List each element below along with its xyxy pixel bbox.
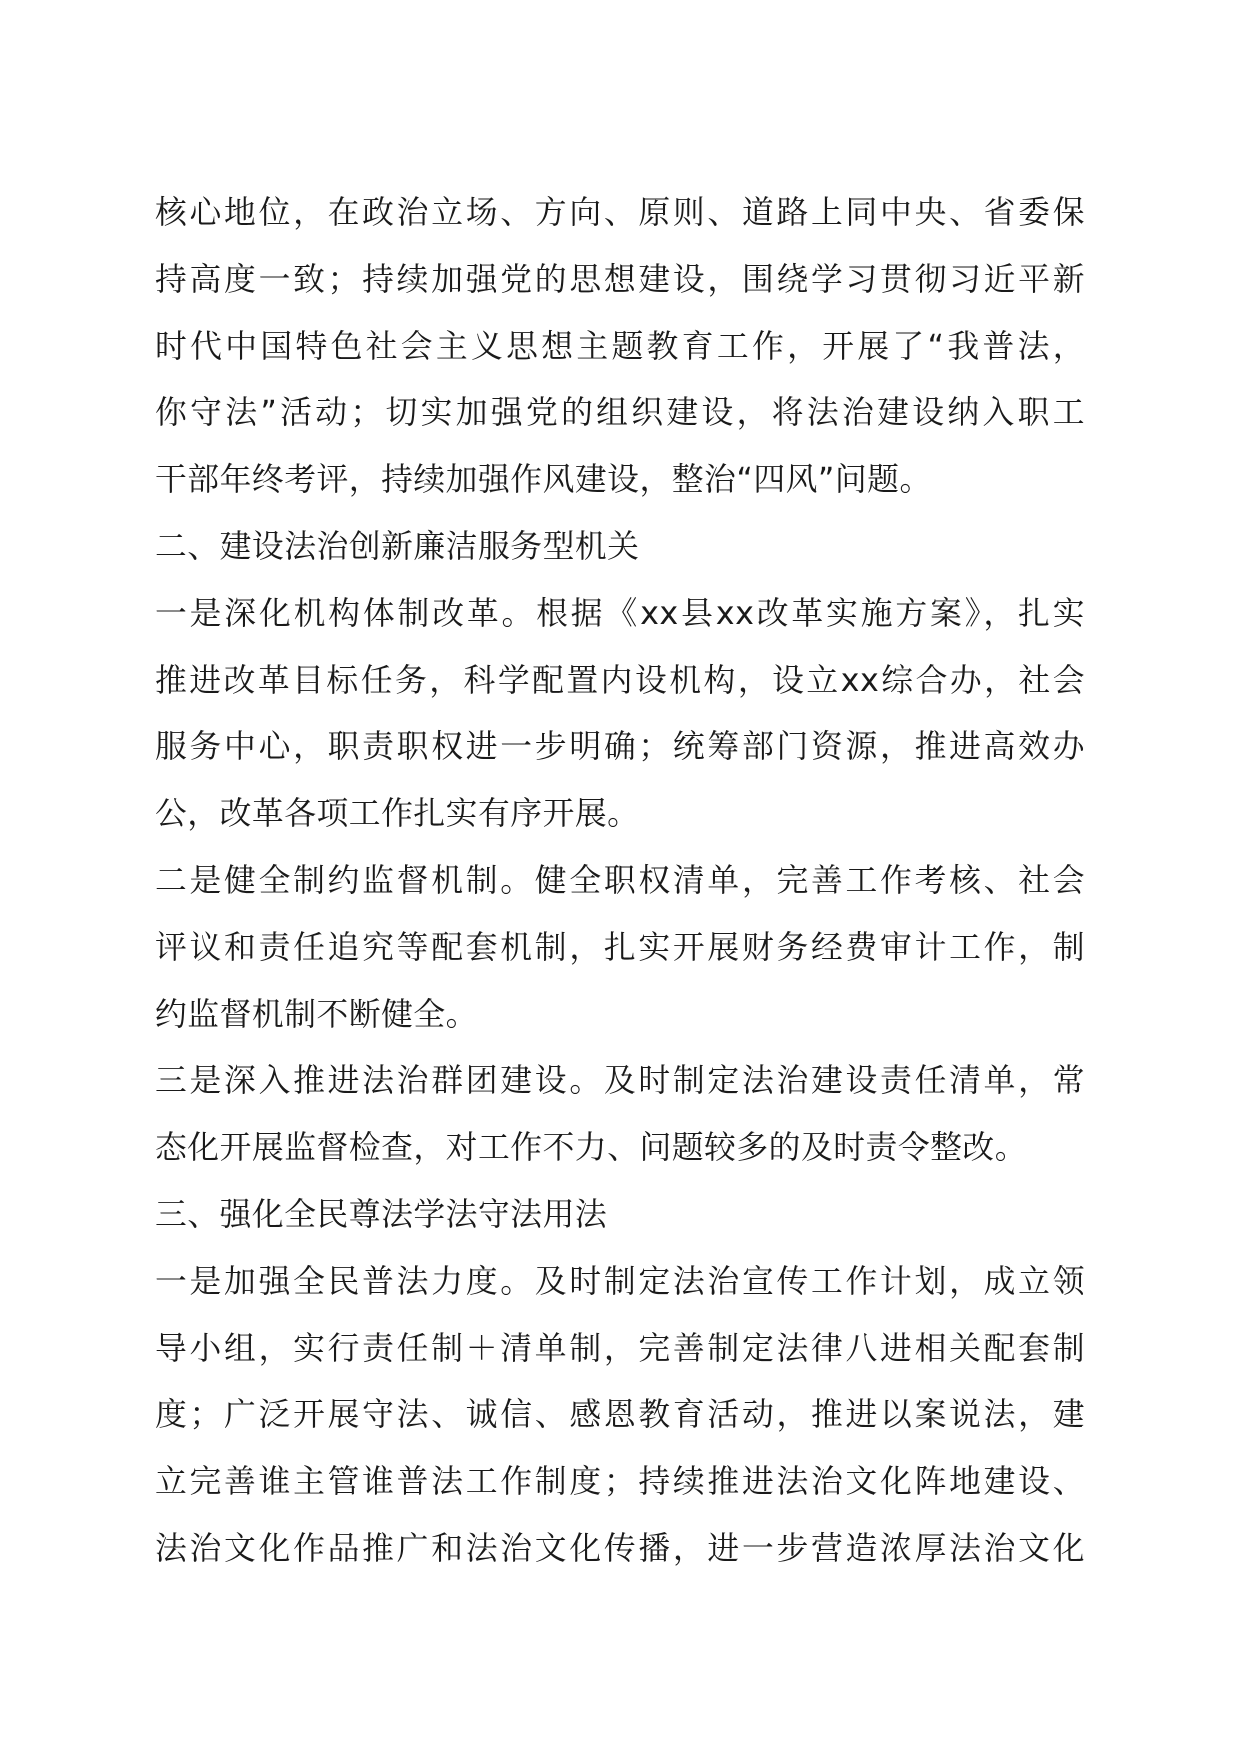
- text-line: 时代中国特色社会主义思想主题教育工作，开展了“我普法，: [155, 327, 1085, 365]
- text-line: 度；广泛开展守法、诚信、感恩教育活动，推进以案说法，建: [155, 1396, 1085, 1434]
- text-line: 推进改革目标任务，科学配置内设机构，设立xx综合办，社会: [155, 661, 1085, 699]
- text-line: 态化开展监督检查，对工作不力、问题较多的及时责令整改。: [155, 1129, 1028, 1167]
- text-line: 三是深入推进法治群团建设。及时制定法治建设责任清单，常: [155, 1062, 1085, 1100]
- text-line: 一是深化机构体制改革。根据《xx县xx改革实施方案》，扎实: [155, 594, 1085, 632]
- text-line: 你守法”活动；切实加强党的组织建设，将法治建设纳入职工: [155, 394, 1085, 432]
- text-line: 核心地位，在政治立场、方向、原则、道路上同中央、省委保: [155, 194, 1085, 231]
- text-line: 法治文化作品推广和法治文化传播，进一步营造浓厚法治文化: [155, 1529, 1085, 1567]
- text-line: 公，改革各项工作扎实有序开展。: [155, 795, 640, 833]
- text-line: 持高度一致；持续加强党的思想建设，围绕学习贯彻习近平新: [155, 260, 1085, 298]
- section-heading: 二、建设法治创新廉洁服务型机关: [155, 527, 640, 565]
- text-line: 导小组，实行责任制＋清单制，完善制定法律八进相关配套制: [155, 1329, 1085, 1367]
- text-line: 立完善谁主管谁普法工作制度；持续推进法治文化阵地建设、: [155, 1463, 1085, 1501]
- text-line: 约监督机制不断健全。: [155, 995, 478, 1033]
- text-line: 一是加强全民普法力度。及时制定法治宣传工作计划，成立领: [155, 1262, 1085, 1300]
- text-line: 评议和责任追究等配套机制，扎实开展财务经费审计工作，制: [155, 928, 1085, 966]
- section-heading: 三、强化全民尊法学法守法用法: [155, 1195, 608, 1233]
- text-line: 二是健全制约监督机制。健全职权清单，完善工作考核、社会: [155, 861, 1085, 899]
- text-line: 干部年终考评，持续加强作风建设，整治“四风”问题。: [155, 461, 932, 499]
- document-body: [155, 180, 1085, 1583]
- text-line: 服务中心，职责职权进一步明确；统筹部门资源，推进高效办: [155, 728, 1085, 766]
